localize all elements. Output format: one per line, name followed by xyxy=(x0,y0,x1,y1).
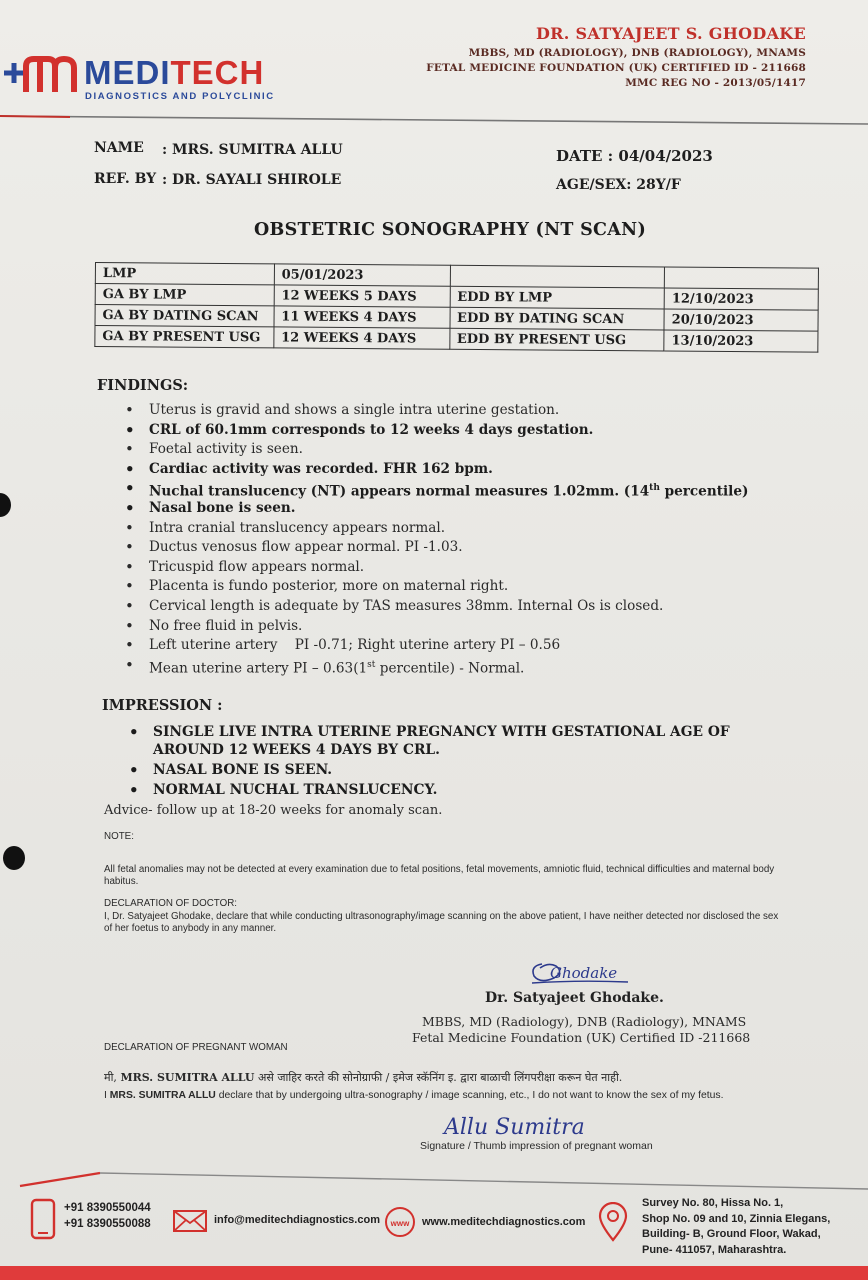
list-item: • CRL of 60.1mm corresponds to 12 weeks 4 days gestation. xyxy=(122,421,748,441)
email-address[interactable]: info@meditechdiagnostics.com xyxy=(214,1214,380,1226)
marathi-prefix: मी, xyxy=(104,1071,117,1084)
address xyxy=(642,1196,830,1258)
note-text: All fetal anomalies may not be detected at every examination due to fetal positions, fetal movements, amniotic fluid, technical difficulties and maternal body habitus. xyxy=(104,864,775,887)
patient-name: : MRS. SUMITRA ALLU xyxy=(162,142,343,158)
list-item: • NASAL BONE IS SEEN. xyxy=(126,762,776,780)
list-item: • Cardiac activity was recorded. FHR 162 bpm. xyxy=(122,460,748,480)
list-item: • Ductus venosus flow appear normal. PI -1.03. xyxy=(122,538,748,558)
table-cell: EDD BY PRESENT USG xyxy=(449,328,664,351)
www-icon xyxy=(384,1206,416,1238)
list-item: • Uterus is gravid and shows a single intra uterine gestation. xyxy=(122,401,748,421)
table-row xyxy=(95,326,818,353)
list-item xyxy=(122,479,748,499)
table-cell xyxy=(450,265,665,288)
brand-tagline: DIAGNOSTICS AND POLYCLINIC xyxy=(85,91,275,102)
list-item: • Foetal activity is seen. xyxy=(122,440,748,460)
age-sex: AGE/SEX: 28Y/F xyxy=(556,177,681,193)
address-line-1: Survey No. 80, Hissa No. 1, xyxy=(642,1197,784,1209)
phone-icon xyxy=(30,1198,56,1240)
doctor-declaration-text: I, Dr. Satyajeet Ghodake, declare that while conducting ultrasonography/image scanning on the above patient, I have neither detected nor disclosed the sex of her foetus to anybody in any manner. xyxy=(104,911,779,934)
table-cell: EDD BY LMP xyxy=(450,286,665,309)
patient-signature-text: Allu Sumitra xyxy=(444,1115,585,1140)
table-cell: GA BY LMP xyxy=(95,284,274,306)
table-cell: 12 WEEKS 5 DAYS xyxy=(274,285,450,307)
header-divider xyxy=(0,114,868,126)
list-item: • NORMAL NUCHAL TRANSLUCENCY. xyxy=(126,782,776,800)
signatory-name: Dr. Satyajeet Ghodake. xyxy=(485,990,664,1006)
table-cell: 12/10/2023 xyxy=(664,288,818,310)
marathi-name: MRS. SUMITRA ALLU xyxy=(120,1071,255,1084)
footer-divider xyxy=(0,1170,868,1192)
doctor-signature-text: Ghodake xyxy=(550,964,618,982)
marathi-declaration xyxy=(104,1070,622,1085)
doctor-qualifications: MBBS, MD (RADIOLOGY), DNB (RADIOLOGY), MNAMS xyxy=(468,47,806,59)
footer-color-band xyxy=(0,1266,868,1280)
list-item: • SINGLE LIVE INTRA UTERINE PREGNANCY WITH GESTATIONAL AGE OF AROUND 12 WEEKS 4 DAYS BY CRL. xyxy=(126,724,776,759)
findings-heading: FINDINGS: xyxy=(97,377,189,394)
marathi-text: असे जाहिर करते की सोनोग्राफी / इमेज स्कॅनिंग इ. द्वारा बाळाची लिंगपरीक्षा करून घेत नाही. xyxy=(258,1071,623,1084)
table-cell xyxy=(664,267,818,289)
mean-tail: percentile) - Normal. xyxy=(375,660,525,677)
english-prefix: I xyxy=(104,1090,107,1101)
patient-signature xyxy=(442,1104,622,1144)
signatory-qualifications: MBBS, MD (Radiology), DNB (Radiology), MNAMS xyxy=(422,1014,747,1029)
findings-list xyxy=(122,401,748,675)
table-cell: 11 WEEKS 4 DAYS xyxy=(274,306,450,328)
table-cell: EDD BY DATING SCAN xyxy=(449,307,664,330)
table-cell: 20/10/2023 xyxy=(664,309,818,331)
pregnant-declaration-label: DECLARATION OF PREGNANT WOMAN xyxy=(104,1042,288,1053)
english-name: MRS. SUMITRA ALLU xyxy=(109,1090,216,1101)
doctor-declaration-label: DECLARATION OF DOCTOR: xyxy=(104,898,237,909)
phone-numbers xyxy=(64,1200,151,1232)
svg-text:www: www xyxy=(390,1219,410,1228)
list-item: • Cervical length is adequate by TAS measures 38mm. Internal Os is closed. xyxy=(122,597,748,617)
table-cell: LMP xyxy=(95,263,274,285)
mean-superscript: st xyxy=(367,659,376,670)
phone-1: +91 8390550044 xyxy=(64,1202,151,1214)
nt-text: Nuchal translucency (NT) appears normal measures 1.02mm. (14 xyxy=(149,483,650,500)
advice-text: Advice- follow up at 18-20 weeks for anomaly scan. xyxy=(104,803,443,818)
table-cell: 05/01/2023 xyxy=(274,264,450,286)
list-item: • Intra cranial translucency appears normal. xyxy=(122,519,748,539)
brand-name xyxy=(84,54,264,92)
brand-name-part2: TECH xyxy=(170,54,265,91)
note-label: NOTE: xyxy=(104,831,134,842)
nt-tail: percentile) xyxy=(659,483,749,500)
phone-2: +91 8390550088 xyxy=(64,1218,151,1230)
gestational-age-table xyxy=(94,262,819,353)
list-item: • Left uterine artery PI -0.71; Right uterine artery PI – 0.56 xyxy=(122,636,748,656)
patient-signature-caption: Signature / Thumb impression of pregnant woman xyxy=(420,1140,653,1152)
location-icon xyxy=(598,1202,628,1242)
punch-hole-top xyxy=(0,493,11,517)
referring-doctor: : DR. SAYALI SHIROLE xyxy=(162,172,342,188)
doctor-header xyxy=(426,24,806,89)
table-cell: GA BY PRESENT USG xyxy=(95,326,274,348)
name-label: NAME xyxy=(94,140,144,156)
table-cell: GA BY DATING SCAN xyxy=(95,305,274,327)
website[interactable]: www.meditechdiagnostics.com xyxy=(422,1216,586,1228)
address-line-2: Shop No. 09 and 10, Zinnia Elegans, xyxy=(642,1212,831,1225)
report-date: DATE : 04/04/2023 xyxy=(556,147,713,165)
ref-label: REF. BY xyxy=(94,171,157,187)
impression-list xyxy=(126,724,776,802)
english-declaration xyxy=(104,1090,724,1101)
list-item: • Nasal bone is seen. xyxy=(122,499,748,519)
doctor-name: DR. SATYAJEET S. GHODAKE xyxy=(536,24,806,43)
address-line-3: Building- B, Ground Floor, Wakad, xyxy=(642,1228,821,1240)
signatory-certification: Fetal Medicine Foundation (UK) Certified ID -211668 xyxy=(412,1030,751,1045)
list-item xyxy=(122,656,748,676)
nt-superscript: th xyxy=(649,483,660,494)
meditech-logo-icon xyxy=(2,52,80,102)
impression-heading: IMPRESSION : xyxy=(102,697,223,714)
mean-text: Mean uterine artery PI – 0.63(1 xyxy=(149,660,368,677)
email-icon xyxy=(172,1209,208,1233)
list-item: • Tricuspid flow appears normal. xyxy=(122,558,748,578)
punch-hole-bottom xyxy=(3,846,25,870)
doctor-registration: MMC REG NO - 2013/05/1417 xyxy=(625,77,806,89)
doctor-signature xyxy=(528,956,632,988)
list-item: • No free fluid in pelvis. xyxy=(122,617,748,637)
report-title: OBSTETRIC SONOGRAPHY (NT SCAN) xyxy=(253,220,647,240)
brand-logo xyxy=(0,50,300,110)
brand-name-part1: MEDI xyxy=(84,54,171,91)
english-text: declare that by undergoing ultra-sonography / image scanning, etc., I do not want to know the sex of my fetus. xyxy=(218,1090,724,1101)
doctor-certification: FETAL MEDICINE FOUNDATION (UK) CERTIFIED ID - 211668 xyxy=(426,62,806,74)
table-cell: 12 WEEKS 4 DAYS xyxy=(274,327,450,349)
list-item: • Placenta is fundo posterior, more on maternal right. xyxy=(122,577,748,597)
address-line-4: Pune- 411057, Maharashtra. xyxy=(642,1243,787,1256)
table-cell: 13/10/2023 xyxy=(664,330,818,352)
